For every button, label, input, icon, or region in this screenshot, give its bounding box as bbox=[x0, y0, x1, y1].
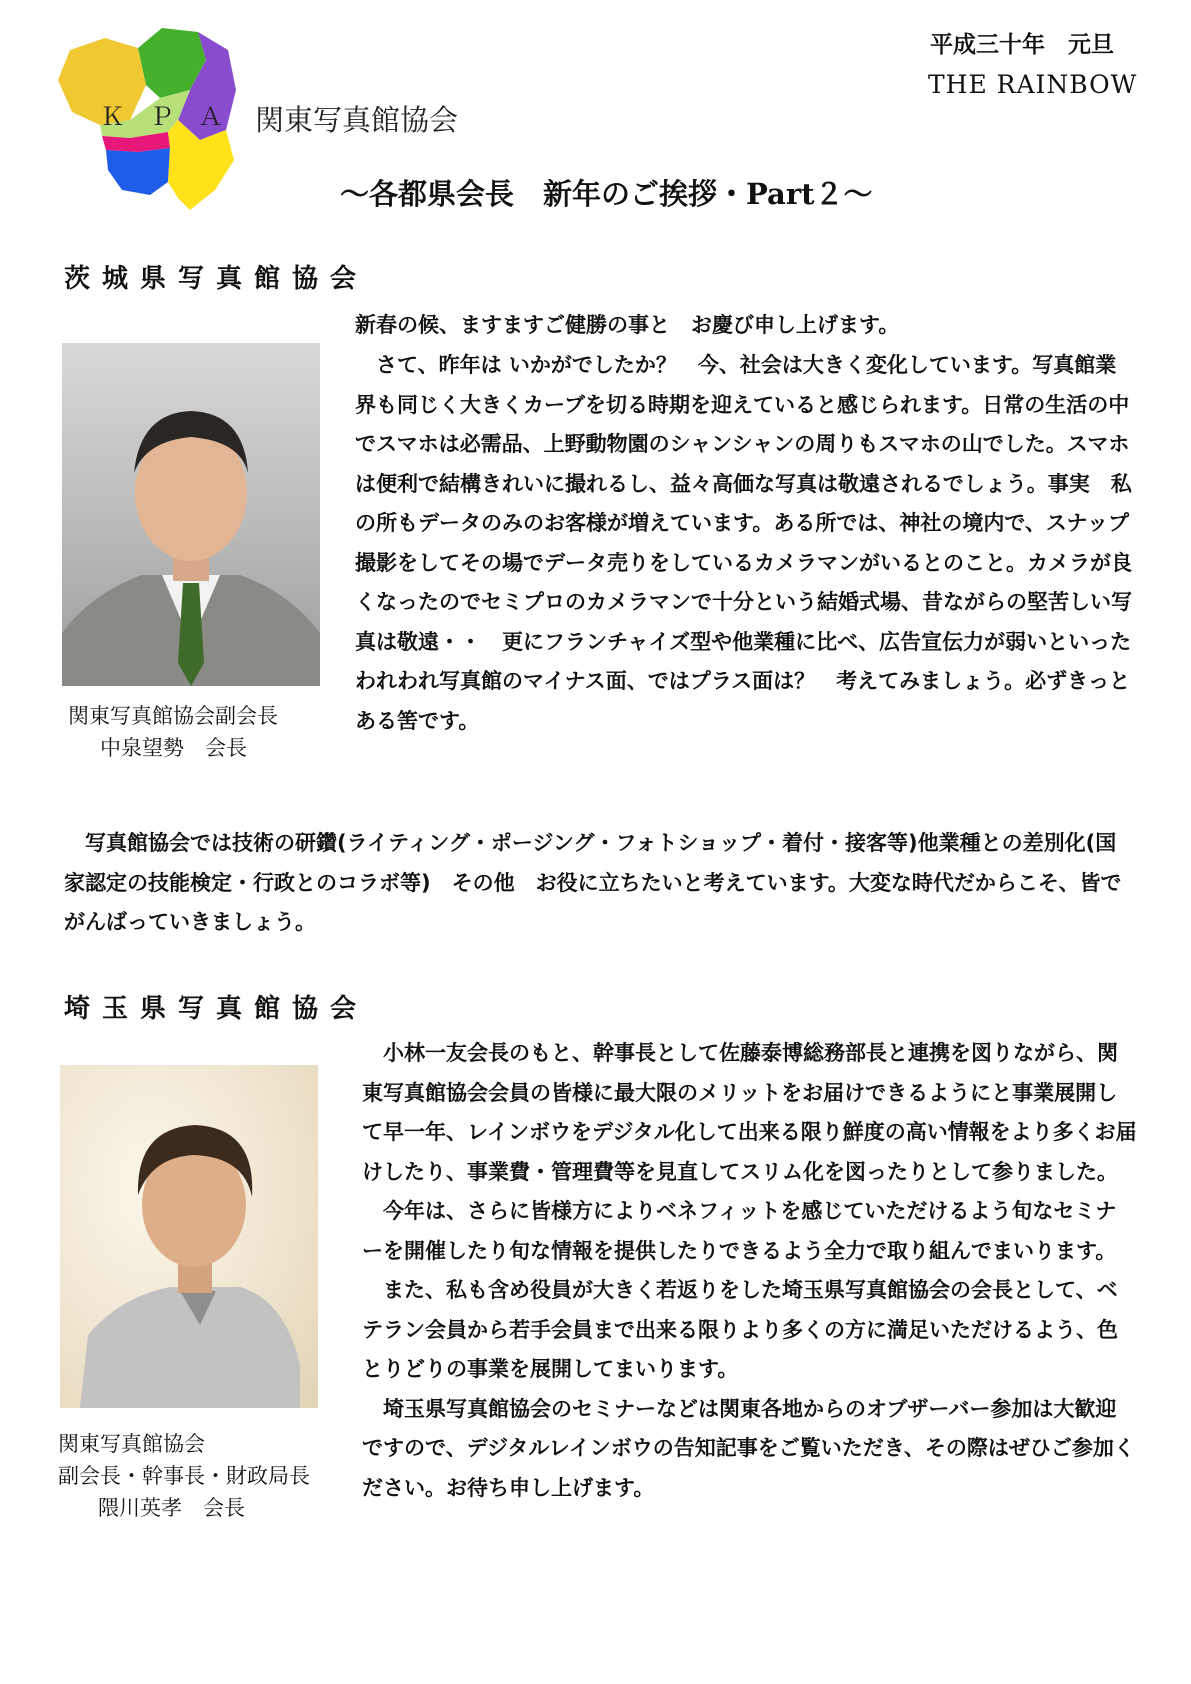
section-heading-saitama: 埼玉県写真館協会 bbox=[64, 994, 369, 1024]
paragraph: さて、昨年は いかがでしたか？ 今、社会は大きく変化しています。写真館業界も同じく大きくカーブを切る時期を迎えていると感じられます。日常の生活の中でスマホは必需品、上野動物園のシャンシャンの周りもスマホの山でした。スマホは便利で結構きれいに撮れるし、益々高価な写真は敬遠されるでしょう。事実 私の所もデータのみのお客様が増えています。ある所では、神社の境内で、スナップ撮影をしてその場でデータ売りをしているカメラマンがいるとのこと。カメラが良くなったのでセミプロのカメラマンで十分という結婚式場、昔ながらの堅苦しい写真は敬遠・・ 更にフランチャイズ型や他業種に比べ、広告宣伝力が弱いといったわれわれ写真館のマイナス面、ではプラス面は？ 考えてみましょう。必ずきっとある筈です。 bbox=[355, 353, 1132, 733]
publication-name: THE RAINBOW bbox=[928, 70, 1138, 99]
section-body-ibaraki-1 bbox=[355, 306, 1135, 346]
region-kanagawa bbox=[106, 148, 170, 195]
paragraph: 今年は、さらに皆様方によりベネフィットを感じていただけるよう旬なセミナーを開催したり旬な情報を提供したりできるよう全力で取り組んでまいります。 bbox=[362, 1199, 1117, 1263]
paragraph: 小林一友会長のもと、幹事長として佐藤泰博総務部長と連携を図りながら、関東写真館協会会員の皆様に最大限のメリットをお届けできるようにと事業展開して早一年、レインボウをデジタル化して出来る限り鮮度の高い情報をより多くお届けしたり、事業費・管理費等を見直してスリム化を図ったりとして参りました。 bbox=[362, 1041, 1137, 1184]
organization-name: 関東写真館協会 bbox=[255, 103, 459, 137]
portrait-photo-nakaizumi bbox=[62, 343, 320, 686]
issue-date: 平成三十年 元旦 bbox=[930, 31, 1114, 58]
section-heading-ibaraki: 茨城県写真館協会 bbox=[64, 264, 369, 294]
logo-kpa-text: ＫＰＡ bbox=[100, 102, 248, 131]
page-title: ～各都県会長 新年のご挨拶・Part２～ bbox=[340, 177, 873, 211]
portrait-man-casual-icon bbox=[60, 1065, 318, 1408]
paragraph: 新春の候、ますますご健勝の事と お慶び申し上げます。 bbox=[355, 313, 900, 337]
paragraph: また、私も含め役員が大きく若返りをした埼玉県写真館協会の会長として、ベテラン会員から若手会員まで出来る限りより多くの方に満足いただけるよう、色とりどりの事業を展開してまいります。 bbox=[362, 1278, 1118, 1381]
portrait-photo-kumakawa bbox=[60, 1065, 318, 1408]
section-body-ibaraki-3 bbox=[64, 824, 1134, 943]
section-body-saitama bbox=[362, 1034, 1137, 1508]
caption-line-2: 副会長・幹事長・財政局長 bbox=[58, 1464, 310, 1488]
caption-line-3: 隈川英孝 会長 bbox=[98, 1496, 245, 1520]
paragraph: 写真館協会では技術の研鑽(ライティング・ポージング・フォトショップ・着付・接客等)他業種との差別化(国家認定の技能検定・行政とのコラボ等) その他 お役に立ちたいと考えています。大変な時代だからこそ、皆でがんばっていきましょう。 bbox=[64, 831, 1122, 934]
section-body-ibaraki-2 bbox=[355, 346, 1135, 742]
caption-line-1: 関東写真館協会副会長 bbox=[68, 704, 278, 728]
caption-line-1: 関東写真館協会 bbox=[58, 1432, 205, 1456]
caption-line-2: 中泉望勢 会長 bbox=[100, 736, 247, 760]
paragraph: 埼玉県写真館協会のセミナーなどは関東各地からのオブザーバー参加は大歓迎ですので、デジタルレインボウの告知記事をご覧いただき、その際はぜひご参加ください。お待ち申し上げます。 bbox=[362, 1396, 1135, 1500]
portrait-man-suit-icon bbox=[62, 343, 320, 686]
